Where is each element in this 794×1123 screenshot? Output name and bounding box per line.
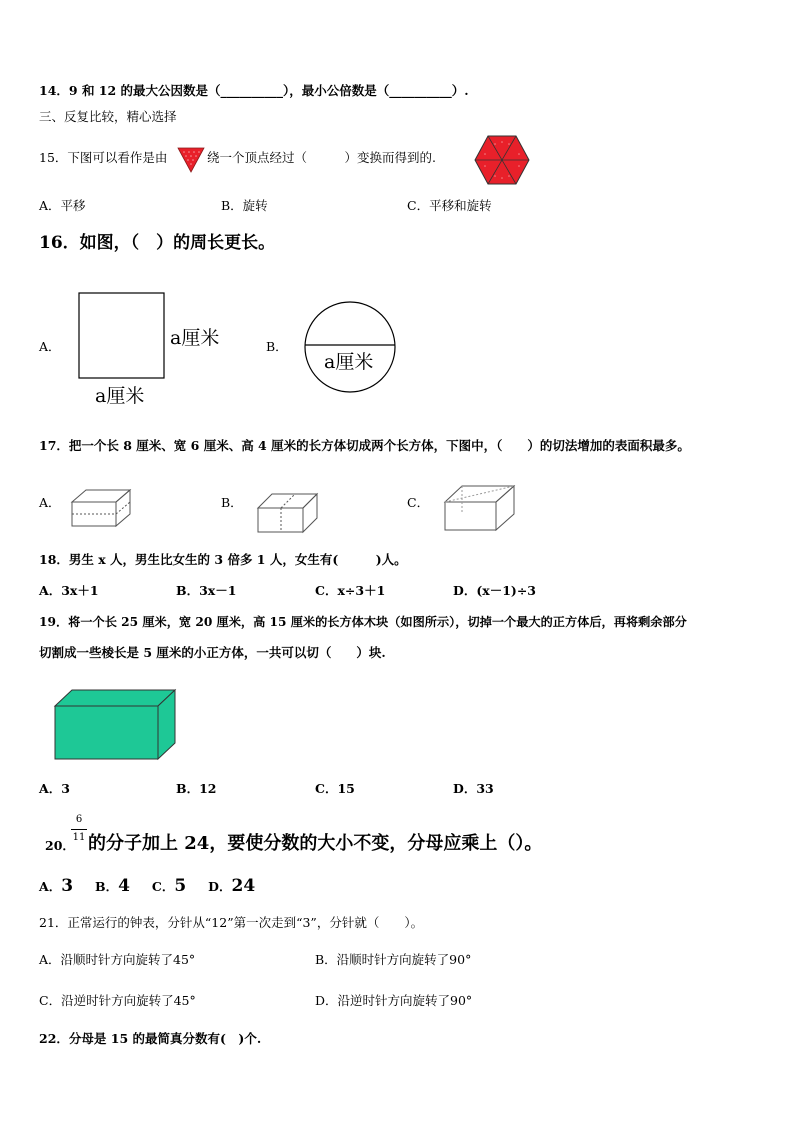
q19-option-b[interactable]: B．12 <box>176 781 217 796</box>
q17-stem: 17．把一个长 8 厘米、宽 6 厘米、高 4 厘米的长方体切成两个长方体，下图中，（ ）的切法增加的表面积最多。 <box>39 438 690 453</box>
q18-option-c[interactable]: C．x÷3＋1 <box>315 583 386 598</box>
q20-option-d[interactable]: D．24 <box>208 876 256 896</box>
q20-option-c[interactable]: C．5 <box>151 876 187 896</box>
square-figure <box>75 290 235 408</box>
q19-stem-line2: 切割成一些棱长是 5 厘米的小正方体，一共可以切（ ）块. <box>39 645 386 660</box>
q17-option-b[interactable]: B． <box>221 495 243 510</box>
q17-option-c[interactable]: C． <box>407 495 430 510</box>
red-hexagon-figure <box>473 134 531 186</box>
q19-stem-line1: 19．将一个长 25 厘米，宽 20 厘米，高 15 厘米的长方体木块（如图所示），切掉一个最大的正方体后，再将剩余部分 <box>39 615 687 629</box>
q19-option-d[interactable]: D．33 <box>453 781 494 796</box>
q15-option-b[interactable]: B．旋转 <box>221 198 268 213</box>
q18-option-a[interactable]: A．3x＋1 <box>39 583 99 598</box>
q15-stem-b: 绕一个顶点经过（ ）变换而得到的. <box>207 150 436 165</box>
q20-fraction <box>71 814 87 844</box>
q18-option-b[interactable]: B．3x－1 <box>176 583 237 598</box>
q22-stem: 22．分母是 15 的最简真分数有( )个. <box>39 1031 262 1046</box>
q20-stem: 的分子加上 24，要使分数的大小不变，分母应乘上（）。 <box>88 833 543 854</box>
q15-option-c[interactable]: C．平移和旋转 <box>407 198 492 213</box>
q19-option-c[interactable]: C．15 <box>315 781 355 796</box>
fraction-denominator: 11 <box>72 832 86 843</box>
q21-option-d[interactable]: D．沿逆时针方向旋转了90° <box>315 993 473 1008</box>
q21-option-b[interactable]: B．沿顺时针方向旋转了90° <box>315 952 472 967</box>
fraction-numerator: 6 <box>75 814 83 825</box>
q21-option-c[interactable]: C．沿逆时针方向旋转了45° <box>39 993 196 1008</box>
square-bottom-label: a厘米 <box>95 385 145 407</box>
q20-option-a[interactable]: A．3 <box>39 876 74 896</box>
circle-figure <box>300 298 400 398</box>
q14-text: 14．9 和 12 的最大公因数是（__________），最小公倍数是（__________）. <box>39 83 469 98</box>
q15-stem-a: 15．下图可以看作是由 <box>39 150 168 165</box>
green-cuboid-figure <box>52 688 178 762</box>
cuboid-a-figure <box>68 486 136 530</box>
red-triangle-icon <box>176 146 206 174</box>
q20-number: 20． <box>45 838 75 853</box>
section-title: 三、反复比较，精心选择 <box>39 109 177 124</box>
q18-stem: 18．男生 x 人，男生比女生的 3 倍多 1 人，女生有( )人。 <box>39 552 407 567</box>
q15-option-a[interactable]: A．平移 <box>39 198 86 213</box>
q20-option-b[interactable]: B．4 <box>95 876 130 896</box>
q16-option-a[interactable]: A． <box>39 339 61 354</box>
q18-option-d[interactable]: D．(x－1)÷3 <box>453 583 536 598</box>
cuboid-b-figure <box>255 490 321 536</box>
circle-label: a厘米 <box>324 351 374 373</box>
q16-stem: 16．如图，（ ）的周长更长。 <box>39 233 276 253</box>
q19-option-a[interactable]: A．3 <box>39 781 70 796</box>
q21-stem: 21．正常运行的钟表，分针从“12”第一次走到“3”，分针就（ ）。 <box>39 915 424 930</box>
q16-option-b[interactable]: B． <box>266 339 288 354</box>
cuboid-c-figure <box>442 482 520 534</box>
square-side-label: a厘米 <box>170 327 220 349</box>
q20-options <box>39 878 255 895</box>
q17-option-a[interactable]: A． <box>39 495 61 510</box>
q21-option-a[interactable]: A．沿顺时针方向旋转了45° <box>39 952 196 967</box>
